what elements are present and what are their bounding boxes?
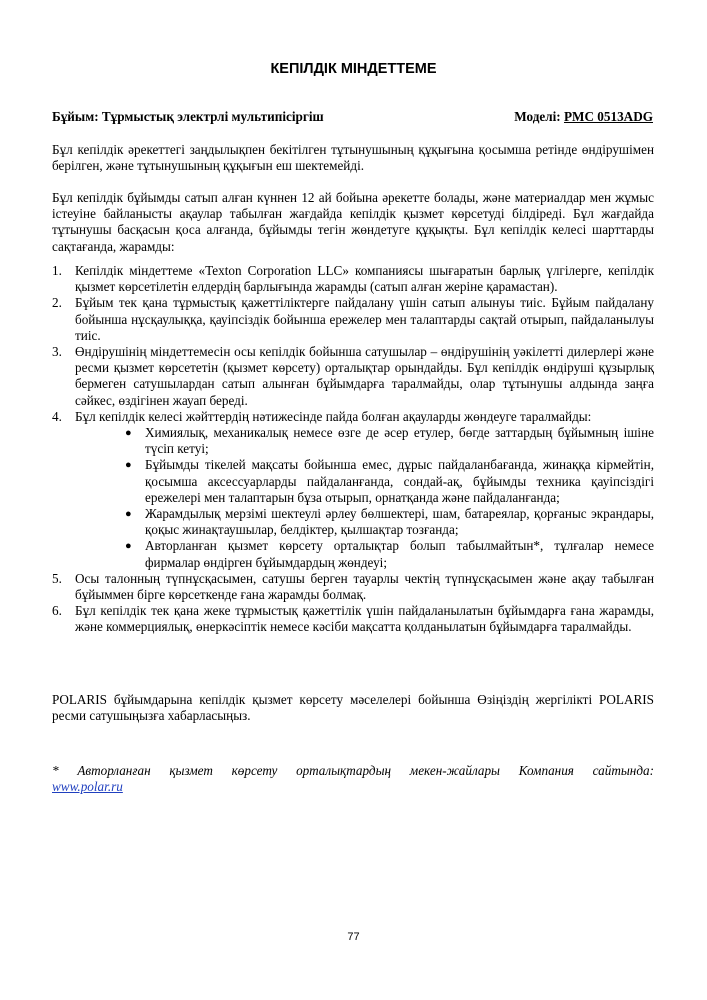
bullet-icon: ● <box>125 508 132 521</box>
condition-item <box>52 409 654 425</box>
condition-item <box>52 571 654 603</box>
exclusion-text: Бұйымды тікелей мақсаты бойынша емес, дұрыс пайдаланбағанда, жинаққа кірмейтін, қосымша аксессуарларды пайдаланғанда, сондай-ақ, бұйымды техника қауіпсіздігі ережелері мен талаптарын бұза отырып, орнатқанда және пайдаланғанда; <box>145 457 654 505</box>
condition-number: 5. <box>52 570 62 586</box>
model-label: Моделі: <box>514 109 561 124</box>
product-info <box>52 109 324 125</box>
footnote-text: * Авторланған қызмет көрсету орталықтардың мекен-жайлары Компания сайтында: <box>52 763 654 778</box>
condition-number: 6. <box>52 603 62 619</box>
bullet-icon: ● <box>125 540 132 553</box>
exclusion-text: Химиялық, механикалық немесе өзге де әсер етулер, бөгде заттардың бұйымның ішіне түсіп кетуі; <box>145 425 654 457</box>
exclusion-item <box>125 538 654 570</box>
condition-text: Кепілдік міндеттеме «Texton Corporation LLC» компаниясы шығаратын барлық үлгілерге, кепілдік қызмет көрсетілетін елдердің барлығында жарамды (сатып алған жеріне қарамастан). <box>75 263 654 295</box>
intro-paragraph: Бұл кепілдік әрекеттегі заңдылықпен бекітілген тұтынушының құқығына қосымша ретінде өндірушімен берілген, және тұтынушының құқығын еш шектемейді. <box>52 142 654 174</box>
bullet-icon: ● <box>125 427 132 440</box>
validity-paragraph: Бұл кепілдік бұйымды сатып алған күннен 12 ай бойына әрекетте болады, және материалдар мен жұмыс істеуіне байланысты ақаулар табылған жағдайда кепілдік қызмет көрсетуді білдіреді. Бұл жағдайда тұтынушы басқасын қоса алғанда, бұйымды тегін жөндетуге құқықты. Бұл кепілдік келесі шарттарды сақтағанда, жарамды: <box>52 190 654 254</box>
conditions-list <box>52 263 654 636</box>
model-value: PMC 0513ADG <box>563 109 653 124</box>
exclusion-item <box>125 425 654 457</box>
condition-text: Өндірушінің міндеттемесін осы кепілдік бойынша сатушылар – өндірушінің уәкілетті дилерлері және ресми қызмет көрсететін (қызмет көрсету) орталықтар орындайды. Бұл кепілдік өндіруші құзырлық бермеген сатушылардан сатып алынған бұйымдарға таралмайды, олар тұтынушы алдында заңға сәйкес, өздігінен жауап береді. <box>75 344 654 408</box>
condition-number: 1. <box>52 263 62 278</box>
page-number: 77 <box>347 931 360 943</box>
exclusions-list <box>52 425 654 571</box>
condition-text: Осы талонның түпнұсқасымен, сатушы берген тауарлы чектің түпнұсқасымен және ақау табылған бұйыммен бірге көрсеткенде ғана жарамды болмақ. <box>75 570 654 603</box>
exclusion-text: Авторланған қызмет көрсету орталықтар болып табылмайтын*, тұлғалар немесе фирмалар өндірген бұйымдардың жөндеуі; <box>145 538 654 570</box>
product-model-row <box>52 109 653 127</box>
condition-text: Бұйым тек қана тұрмыстық қажеттіліктерге пайдалану үшін сатып алынуы тиіс. Бұйым пайдалану бойынша нұсқаулыққа, қауіпсіздік бойынша ережелер мен талаптарды сақтай отырып, пайдаланылуы тиіс. <box>75 295 654 343</box>
exclusion-item <box>125 506 654 538</box>
bullet-icon: ● <box>125 459 132 472</box>
condition-item <box>52 295 654 344</box>
condition-number: 2. <box>52 295 62 311</box>
footnote-link[interactable]: www.polar.ru <box>52 779 123 794</box>
product-value: Тұрмыстық электрлі мультипісіргіш <box>101 109 324 124</box>
condition-item <box>52 603 654 635</box>
exclusion-item <box>125 457 654 506</box>
page-title: КЕПІЛДІК МІНДЕТТЕМЕ <box>270 61 437 77</box>
model-info <box>514 109 653 125</box>
condition-text: Бұл кепілдік келесі жәйттердің нәтижесінде пайда болған ақауларды жөндеуге таралмайды: <box>75 408 592 424</box>
exclusion-text: Жарамдылық мерзімі шектеулі әрлеу бөлшектері, шам, батареялар, қорғаныс экрандары, қоқыс жинақтаушылар, белдіктер, қылшақтар тозғанда; <box>145 506 654 538</box>
contact-paragraph: POLARIS бұйымдарына кепілдік қызмет көрсету мәселелері бойынша Өзіңіздің жергілікті POLARIS ресми сатушыңызға хабарласыңыз. <box>52 692 654 724</box>
condition-item <box>52 263 654 295</box>
condition-text: Бұл кепілдік тек қана жеке тұрмыстық қажеттілік үшін пайдаланылатын бұйымдарға ғана жарамды, және коммерциялық, өнеркәсіптік немесе кәсіби мақсатта қолданылатын бұйымдарға таралмайды. <box>75 603 654 635</box>
condition-item <box>52 344 654 409</box>
condition-number: 3. <box>52 344 62 360</box>
product-label: Бұйым: <box>52 109 99 124</box>
condition-number: 4. <box>52 408 62 424</box>
